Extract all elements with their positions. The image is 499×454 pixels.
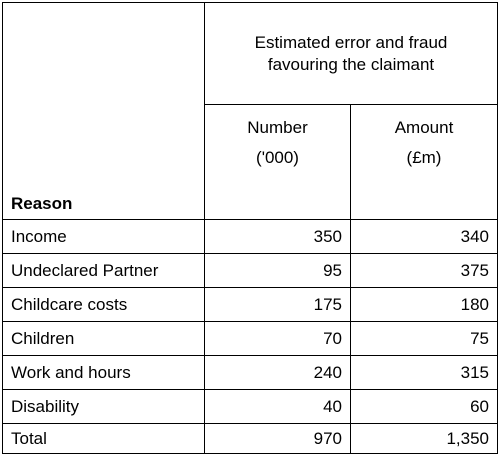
- amount-cell: 375: [351, 254, 498, 288]
- amount-cell: 340: [351, 220, 498, 254]
- reason-header: Reason: [3, 3, 205, 220]
- table-row: [3, 220, 498, 254]
- total-label: Total: [3, 424, 205, 454]
- amount-unit: (£m): [406, 148, 442, 168]
- amount-cell: 315: [351, 356, 498, 390]
- total-row: [3, 424, 498, 454]
- group-header-line-2: favouring the claimant: [267, 54, 435, 74]
- amount-cell: 180: [351, 288, 498, 322]
- amount-column-header: [351, 105, 498, 220]
- amount-cell: 75: [351, 322, 498, 356]
- table-row: [3, 254, 498, 288]
- table-row: [3, 288, 498, 322]
- error-fraud-table: [2, 2, 498, 454]
- reason-cell: Undeclared Partner: [3, 254, 205, 288]
- reason-cell: Income: [3, 220, 205, 254]
- number-cell: 240: [205, 356, 351, 390]
- number-cell: 95: [205, 254, 351, 288]
- group-header-line-1: Estimated error and fraud: [254, 32, 448, 52]
- table-row: [3, 322, 498, 356]
- reason-cell: Childcare costs: [3, 288, 205, 322]
- table-row: [3, 390, 498, 424]
- number-cell: 175: [205, 288, 351, 322]
- number-cell: 350: [205, 220, 351, 254]
- number-cell: 40: [205, 390, 351, 424]
- reason-cell: Work and hours: [3, 356, 205, 390]
- reason-cell: Disability: [3, 390, 205, 424]
- group-header: [205, 3, 498, 105]
- amount-cell: 60: [351, 390, 498, 424]
- reason-cell: Children: [3, 322, 205, 356]
- number-cell: 70: [205, 322, 351, 356]
- amount-label: Amount: [394, 118, 454, 138]
- table-row: [3, 356, 498, 390]
- total-amount: 1,350: [351, 424, 498, 454]
- number-label: Number: [247, 118, 308, 138]
- number-column-header: [205, 105, 351, 220]
- total-number: 970: [205, 424, 351, 454]
- number-unit: ('000): [256, 148, 299, 168]
